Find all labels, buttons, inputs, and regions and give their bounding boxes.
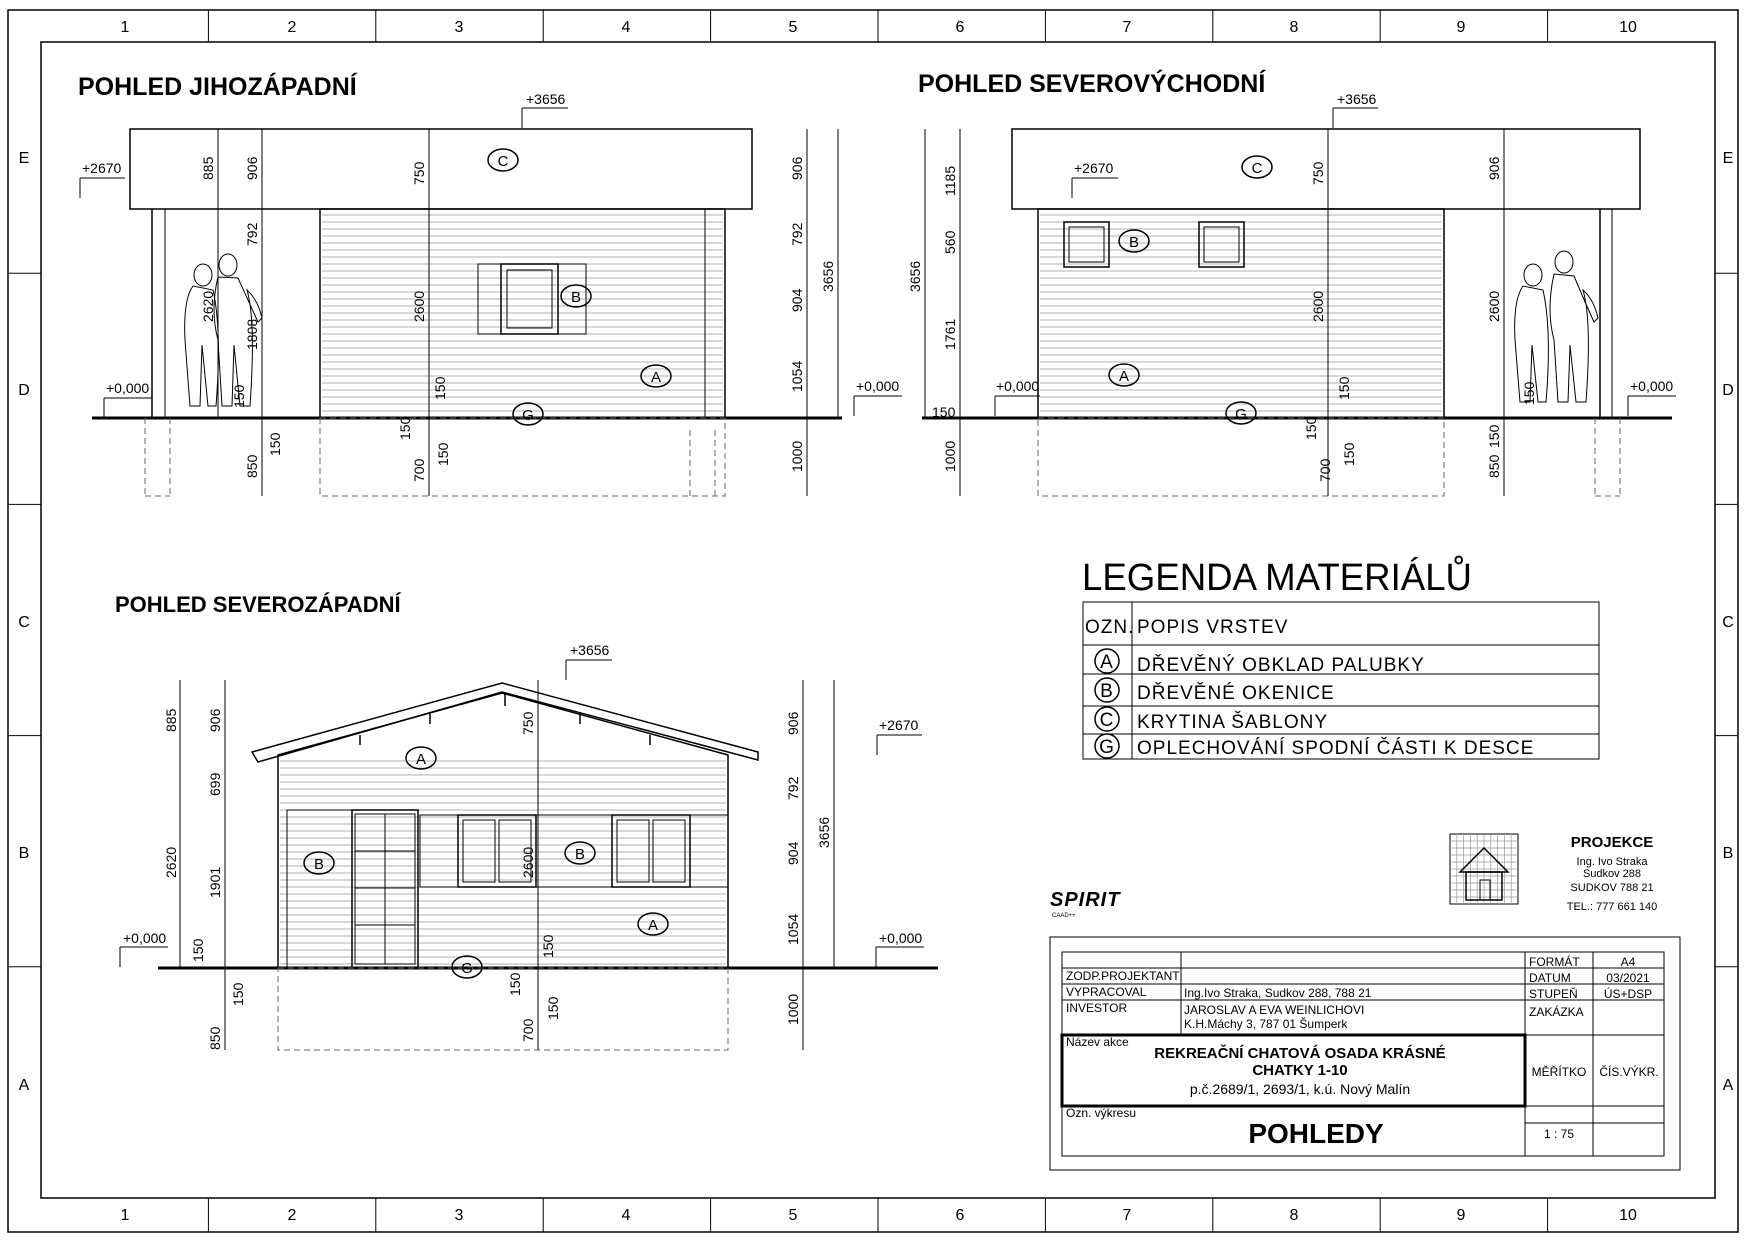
legend-header-desc: POPIS VRSTEV: [1137, 617, 1289, 638]
project-title-line3: p.č.2689/1, 2693/1, k.ú. Nový Malín: [1189, 1081, 1411, 1097]
view-title: POHLED SEVEROZÁPADNÍ: [115, 592, 401, 617]
dimension-labels: [907, 156, 1537, 482]
svg-text:B: B: [570, 289, 582, 306]
svg-text:904: 904: [789, 288, 805, 312]
svg-text:Ozn. výkresu: Ozn. výkresu: [1066, 1106, 1137, 1120]
svg-text:ZAKÁZKA: ZAKÁZKA: [1529, 1005, 1584, 1019]
svg-text:792: 792: [785, 776, 801, 800]
cabin-body: [1038, 209, 1444, 418]
spirit-logo: [1050, 889, 1121, 919]
svg-text:850: 850: [1486, 454, 1502, 478]
svg-text:Ing.Ivo Straka, Sudkov 288, 78: Ing.Ivo Straka, Sudkov 288, 788 21: [1184, 986, 1372, 1000]
grid-col-10: 10: [1619, 19, 1637, 36]
svg-text:B: B: [1128, 234, 1140, 251]
grid-col-9-bottom: 9: [1456, 1207, 1466, 1224]
svg-text:+0,000: +0,000: [1630, 378, 1674, 394]
grid-col-5-bottom: 5: [788, 1207, 798, 1224]
svg-text:FORMÁT: FORMÁT: [1529, 955, 1580, 969]
grid-col-3-bottom: 3: [454, 1207, 464, 1224]
svg-text:150: 150: [230, 982, 246, 1006]
svg-text:MĚŘÍTKO: MĚŘÍTKO: [1531, 1065, 1587, 1079]
svg-text:904: 904: [785, 841, 801, 865]
designer-phone: TEL.: 777 661 140: [1566, 901, 1658, 913]
level-mark-top: [566, 642, 612, 680]
svg-text:906: 906: [244, 156, 260, 180]
legend-row: [1095, 678, 1335, 704]
svg-text:150: 150: [190, 938, 206, 962]
view-northwest: [115, 592, 938, 1050]
svg-text:G: G: [522, 407, 534, 424]
svg-text:JAROSLAV A EVA WEINLICHOVI: JAROSLAV A EVA WEINLICHOVI: [1184, 1003, 1365, 1017]
svg-text:+2670: +2670: [82, 160, 122, 176]
svg-text:850: 850: [244, 454, 260, 478]
shutter-right: [690, 815, 728, 887]
dimension-labels: [200, 156, 836, 482]
sheet-frame: [8, 10, 1738, 1232]
svg-text:2600: 2600: [1310, 290, 1326, 322]
grid-col-2-bottom: 2: [287, 1207, 297, 1224]
svg-text:700: 700: [520, 1018, 536, 1042]
svg-text:3656: 3656: [907, 260, 923, 292]
svg-text:792: 792: [244, 222, 260, 246]
svg-text:A: A: [415, 751, 427, 768]
drawing-name: POHLEDY: [1248, 1118, 1384, 1149]
material-tag-a: [638, 913, 668, 935]
svg-text:DŘEVĚNÉ OKENICE: DŘEVĚNÉ OKENICE: [1137, 683, 1335, 704]
level-mark-top: [1333, 91, 1378, 128]
view-title: POHLED SEVEROVÝCHODNÍ: [918, 70, 1266, 98]
svg-text:+3656: +3656: [526, 91, 566, 107]
svg-text:G: G: [1235, 406, 1247, 423]
view-southwest: [78, 72, 902, 496]
level-mark-ground-left: [120, 930, 168, 967]
svg-text:1 : 75: 1 : 75: [1543, 1127, 1575, 1141]
svg-text:150: 150: [267, 432, 283, 456]
people-silhouette: [1515, 251, 1598, 402]
grid-row-b-left: B: [18, 845, 30, 862]
material-tag-c: [1242, 156, 1272, 178]
svg-text:906: 906: [1486, 156, 1502, 180]
legend-row: [1095, 707, 1328, 733]
grid-col-1: 1: [120, 19, 130, 36]
svg-text:+0,000: +0,000: [996, 378, 1040, 394]
svg-text:1054: 1054: [789, 360, 805, 392]
level-mark-eave: [80, 160, 125, 198]
svg-text:699: 699: [207, 772, 223, 796]
svg-text:CAAD++: CAAD++: [1052, 913, 1076, 919]
svg-text:1185: 1185: [942, 165, 958, 196]
level-mark-eave: [1072, 160, 1118, 198]
designer-city: SUDKOV 788 21: [1570, 882, 1654, 894]
svg-text:1808: 1808: [244, 318, 260, 350]
svg-text:DŘEVĚNÝ OBKLAD PALUBKY: DŘEVĚNÝ OBKLAD PALUBKY: [1137, 655, 1425, 676]
svg-text:2600: 2600: [411, 290, 427, 322]
view-northeast: [907, 68, 1676, 496]
grid-row-e-left: E: [18, 150, 30, 167]
shutter-left: [420, 815, 458, 887]
dimension-labels: [163, 708, 832, 1050]
svg-text:A: A: [650, 369, 662, 386]
level-mark-ground-right: [1628, 378, 1676, 416]
legend-row: [1095, 649, 1425, 676]
svg-text:150: 150: [432, 376, 448, 400]
designer-logo: [1450, 834, 1518, 904]
svg-text:+2670: +2670: [1074, 160, 1114, 176]
title-block: [1050, 937, 1680, 1170]
svg-text:1901: 1901: [207, 866, 223, 898]
foundation-outline: [1038, 418, 1444, 496]
svg-text:A: A: [1118, 368, 1130, 385]
svg-text:700: 700: [1317, 458, 1333, 482]
svg-text:150: 150: [1521, 381, 1537, 405]
svg-text:906: 906: [785, 711, 801, 735]
grid-ticks: [8, 10, 1738, 1232]
grid-col-2: 2: [287, 19, 297, 36]
svg-text:560: 560: [942, 230, 958, 254]
svg-text:1000: 1000: [785, 993, 801, 1025]
foundation-outline: [278, 968, 728, 1050]
level-mark-ground-right: [854, 378, 902, 416]
svg-text:1000: 1000: [789, 440, 805, 472]
svg-text:150: 150: [1341, 442, 1357, 466]
grid-row-a-right: A: [1722, 1077, 1734, 1094]
svg-text:VYPRACOVAL: VYPRACOVAL: [1066, 985, 1147, 999]
svg-text:150: 150: [932, 404, 956, 420]
grid-col-10-bottom: 10: [1619, 1207, 1637, 1224]
svg-text:150: 150: [545, 996, 561, 1020]
svg-text:A4: A4: [1620, 955, 1636, 969]
grid-row-d-right: D: [1722, 382, 1734, 399]
svg-text:+0,000: +0,000: [879, 930, 923, 946]
material-tag-b: [304, 852, 334, 874]
svg-text:ÚS+DSP: ÚS+DSP: [1603, 987, 1653, 1001]
svg-text:850: 850: [207, 1026, 223, 1050]
level-mark-ground-left: [995, 378, 1040, 416]
grid-col-6: 6: [955, 19, 965, 36]
svg-text:150: 150: [1486, 424, 1502, 448]
svg-text:906: 906: [789, 156, 805, 180]
view-title: POHLED JIHOZÁPADNÍ: [78, 73, 357, 101]
svg-text:Název akce: Název akce: [1066, 1035, 1129, 1049]
grid-col-1-bottom: 1: [120, 1207, 130, 1224]
svg-text:792: 792: [789, 222, 805, 246]
svg-text:750: 750: [520, 711, 536, 735]
svg-text:B: B: [574, 846, 586, 863]
svg-text:G: G: [1099, 737, 1115, 758]
legend-row: [1095, 734, 1534, 759]
svg-text:+3656: +3656: [570, 642, 610, 658]
svg-text:+2670: +2670: [879, 717, 919, 733]
foundation-outline: [320, 418, 725, 496]
svg-text:A: A: [647, 917, 659, 934]
svg-text:B: B: [1100, 681, 1114, 702]
level-mark-eave: [877, 717, 922, 755]
designer-name: Ing. Ivo Straka: [1576, 856, 1648, 868]
designer-heading: PROJEKCE: [1570, 834, 1654, 851]
svg-text:+0,000: +0,000: [856, 378, 900, 394]
cabin-body: [320, 209, 725, 418]
legend-header-code: OZN.: [1085, 617, 1135, 638]
svg-text:KRYTINA ŠABLONY: KRYTINA ŠABLONY: [1137, 712, 1328, 733]
svg-text:885: 885: [200, 156, 216, 180]
material-tag-b: [565, 842, 595, 864]
material-tag-g: [513, 403, 543, 425]
svg-text:3656: 3656: [816, 816, 832, 848]
svg-text:750: 750: [1310, 161, 1326, 185]
level-mark-ground-right: [876, 930, 924, 967]
svg-text:2620: 2620: [163, 846, 179, 878]
door-shutter: [287, 810, 352, 968]
material-tag-g: [1226, 402, 1256, 424]
svg-text:150: 150: [507, 972, 523, 996]
svg-text:+3656: +3656: [1337, 91, 1377, 107]
designer-street: Sudkov 288: [1582, 868, 1642, 880]
svg-text:OPLECHOVÁNÍ SPODNÍ ČÁSTI K DES: OPLECHOVÁNÍ SPODNÍ ČÁSTI K DESCE: [1137, 738, 1535, 759]
svg-text:C: C: [497, 153, 509, 170]
level-mark-top: [522, 91, 568, 128]
svg-text:K.H.Máchy 3, 787 01 Šumperk: K.H.Máchy 3, 787 01 Šumperk: [1184, 1017, 1348, 1031]
svg-text:1000: 1000: [942, 440, 958, 472]
svg-text:700: 700: [411, 458, 427, 482]
svg-text:885: 885: [163, 708, 179, 732]
material-legend: [1082, 554, 1599, 759]
svg-text:DATUM: DATUM: [1529, 971, 1571, 985]
grid-col-8-bottom: 8: [1289, 1207, 1299, 1224]
svg-text:150: 150: [397, 416, 413, 440]
grid-col-6-bottom: 6: [955, 1207, 965, 1224]
siding-lines: [322, 215, 723, 411]
svg-text:C: C: [1099, 710, 1115, 731]
grid-row-c-right: C: [1722, 614, 1734, 631]
grid-col-7-bottom: 7: [1122, 1207, 1132, 1224]
grid-row-c-left: C: [18, 614, 30, 631]
grid-col-4: 4: [621, 19, 631, 36]
project-title-line2: CHATKY 1-10: [1252, 1062, 1348, 1079]
grid-column-labels-bottom: [121, 1207, 1637, 1224]
designer-info: [1567, 834, 1658, 913]
level-mark-ground-left: [104, 380, 152, 418]
svg-text:150: 150: [1336, 376, 1352, 400]
grid-row-d-left: D: [18, 382, 30, 399]
svg-text:A: A: [1100, 652, 1114, 673]
project-title-line1: REKREAČNÍ CHATOVÁ OSADA KRÁSNÉ: [1154, 1045, 1446, 1062]
svg-text:906: 906: [207, 708, 223, 732]
svg-text:150: 150: [540, 934, 556, 958]
material-tag-a: [1109, 364, 1139, 386]
svg-text:2600: 2600: [520, 846, 536, 878]
svg-text:ZODP.PROJEKTANT: ZODP.PROJEKTANT: [1066, 969, 1180, 983]
svg-text:STUPEŇ: STUPEŇ: [1529, 987, 1578, 1001]
legend-title: LEGENDA MATERIÁLŮ: [1082, 557, 1487, 599]
svg-text:750: 750: [411, 161, 427, 185]
grid-row-e-right: E: [1722, 150, 1734, 167]
grid-row-a-left: A: [18, 1077, 30, 1094]
svg-text:1054: 1054: [785, 913, 801, 945]
window-right: [612, 815, 690, 887]
grid-col-5: 5: [788, 19, 798, 36]
svg-text:2620: 2620: [200, 290, 216, 322]
svg-text:ČÍS.VÝKR.: ČÍS.VÝKR.: [1599, 1065, 1659, 1079]
svg-text:150: 150: [435, 442, 451, 466]
svg-text:3656: 3656: [820, 260, 836, 292]
roof-slab: [130, 129, 752, 209]
svg-text:2600: 2600: [1486, 290, 1502, 322]
svg-text:03/2021: 03/2021: [1606, 971, 1650, 985]
svg-text:150: 150: [231, 384, 247, 408]
material-tag-c: [488, 149, 518, 171]
grid-col-9: 9: [1456, 19, 1466, 36]
svg-text:+0,000: +0,000: [123, 930, 167, 946]
svg-text:150: 150: [1303, 416, 1319, 440]
svg-text:B: B: [313, 856, 325, 873]
svg-text:C: C: [1251, 160, 1263, 177]
material-tag-a: [406, 747, 436, 769]
svg-text:INVESTOR: INVESTOR: [1066, 1001, 1128, 1015]
grid-col-4-bottom: 4: [621, 1207, 631, 1224]
grid-column-labels-top: [121, 19, 1637, 36]
grid-col-8: 8: [1289, 19, 1299, 36]
grid-col-7: 7: [1122, 19, 1132, 36]
grid-col-3: 3: [454, 19, 464, 36]
material-tag-b: [1119, 230, 1149, 252]
svg-text:+0,000: +0,000: [106, 380, 150, 396]
grid-row-b-right: B: [1722, 845, 1734, 862]
svg-text:G: G: [461, 960, 473, 977]
svg-text:1761: 1761: [942, 318, 958, 350]
svg-text:SPIRIT: SPIRIT: [1050, 889, 1121, 911]
